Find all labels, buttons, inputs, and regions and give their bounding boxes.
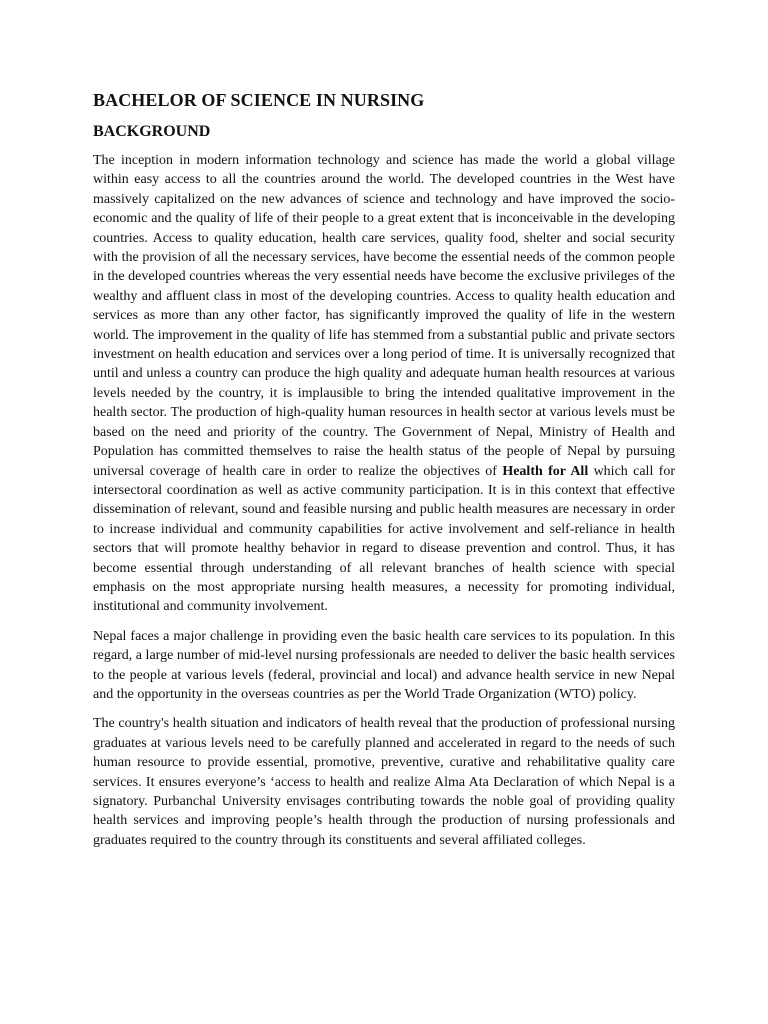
background-paragraph-3: The country's health situation and indicators of health reveal that the production of professional nursing graduates at various levels need to be carefully planned and accelerated in regard to the needs of such human resource to provide essential, promotive, preventive, curative and rehabilitative quality care services. It ensures everyone’s ‘access to health and realize Alma Ata Declaration of which Nepal is a signatory. Purbanchal University envisages contributing towards the noble goal of providing quality health services and improving people’s health through the production of nursing professionals and graduates required to the country through its constituents and several affiliated colleges.	[93, 716, 675, 848]
document-page	[93, 88, 675, 860]
health-for-all-emphasis: Health for All	[502, 463, 589, 479]
paragraph-1-text-start: The inception in modern information technology and science has made the world a global village within easy access to all the countries around the world. The developed countries in the West have massively capitalized on the new advances of science and technology and have improved the socio-economic and the quality of life of their people to a great extent that is inconceivable in the developing countries. Access to quality education, health care services, quality food, shelter and social security with the provision of all the necessary services, have become the essential needs of the common people in the developed countries whereas the very essential needs have become the exclusive privileges of the wealthy and affluent class in most of the developing countries. Access to quality health education and services as more than any other factor, has significantly improved the quality of life in the western world. The improvement in the quality of life has stemmed from a substantial public and private sectors investment on health education and services over a long period of time. It is universally recognized that until and unless a country can produce the high quality and adequate human health resources at various levels needed by the country, it is implausible to bring the intended qualitative improvement in the health sector. The production of high-quality human resources in health sector at various levels must be based on the need and priority of the country. The Government of Nepal, Ministry of Health and Population has committed themselves to raise the health status of the people of Nepal by pursuing universal coverage of health care in order to realize the objectives of	[93, 153, 675, 479]
background-paragraph-1	[93, 151, 675, 617]
paragraph-1-text-end: which call for intersectoral coordination as well as active community participation. It is in this context that effective dissemination of relevant, sound and feasible nursing and public health measures are necessary in order to increase individual and community capabilities for active involvement and self-reliance in health sectors that will promote healthy behavior in regard to disease prevention and control. Thus, it has become essential through understanding of all relevant branches of health science with special emphasis on the most appropriate nursing health measures, a necessity for promoting individual, institutional and community involvement.	[93, 463, 676, 615]
section-heading-background: BACKGROUND	[93, 123, 211, 140]
document-title: BACHELOR OF SCIENCE IN NURSING	[93, 90, 425, 110]
background-paragraph-2: Nepal faces a major challenge in providing even the basic health care services to its population. In this regard, a large number of mid-level nursing professionals are needed to deliver the basic health services to the people at various levels (federal, provincial and local) and advance health service in new Nepal and the opportunity in the overseas countries as per the World Trade Organization (WTO) policy.	[93, 628, 675, 702]
